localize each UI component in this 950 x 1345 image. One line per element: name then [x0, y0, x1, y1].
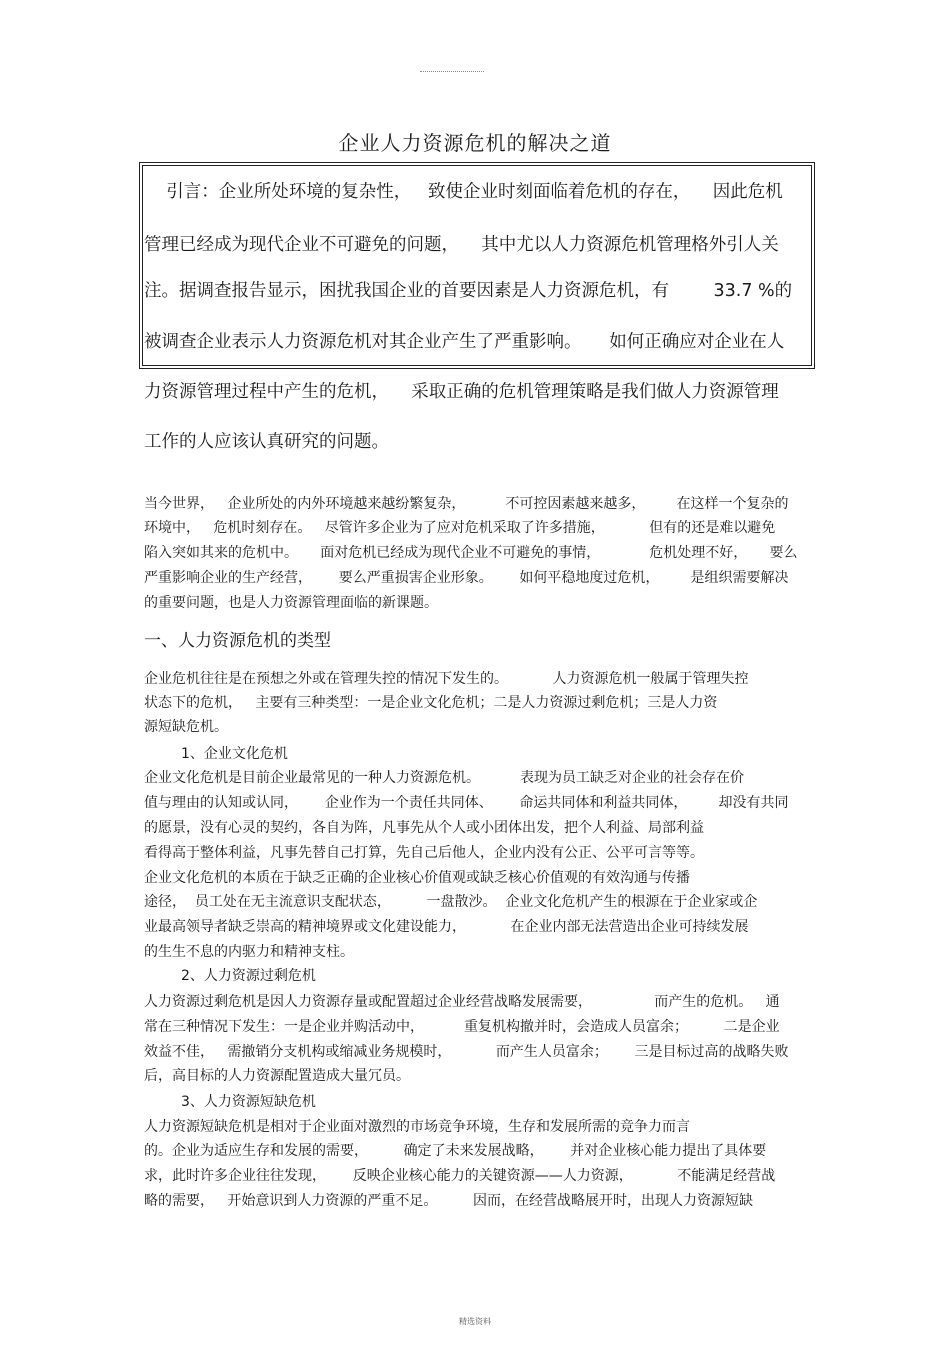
intro-line: 力资源管理过程中产生的危机， 采取正确的危机管理策略是我们做人力资源管理 — [144, 382, 779, 402]
paragraph-line: 途径， 员工处在无主流意识支配状态， 一盘散沙。 企业文化危机产生的根源在于企业家或企 — [144, 894, 758, 910]
paragraph-line: 看得高于整体利益，凡事先替自己打算，先自己后他人，企业内没有公正、公平可言等等。 — [144, 845, 704, 861]
paragraph-line: 陷入突如其来的危机中。 面对危机已经成为现代企业不可避免的事情， 危机处理不好， 要么 — [144, 545, 798, 561]
page-footer: 精选资料 — [459, 1317, 491, 1326]
paragraph-line: 值与理由的认知或认同， 企业作为一个责任共同体、 命运共同体和利益共同体， 却没有共同 — [144, 795, 789, 811]
intro-line: 工作的人应该认真研究的问题。 — [144, 432, 389, 452]
paragraph-line: 人力资源过剩危机是因人力资源存量或配置超过企业经营战略发展需要， 而产生的危机。 通 — [144, 994, 780, 1010]
paragraph-line: 环境中， 危机时刻存在。 尽管许多企业为了应对危机采取了许多措施， 但有的还是难以避免 — [144, 520, 776, 536]
paragraph-line: 后，高目标的人力资源配置造成大量冗员。 — [144, 1068, 410, 1084]
intro-line: 被调查企业表示人力资源危机对其企业产生了严重影响。 如何正确应对企业在人 — [144, 332, 785, 352]
paragraph-line: 业最高领导者缺乏崇高的精神境界或文化建设能力， 在企业内部无法营造出企业可持续发展 — [144, 919, 749, 935]
paragraph-line: 的生生不息的内驱力和精神支柱。 — [144, 944, 354, 960]
header-rule — [420, 71, 484, 72]
paragraph-line: 求，此时许多企业往往发现， 反映企业核心能力的关键资源——人力资源， 不能满足经营战 — [144, 1168, 776, 1184]
subsection-title: 3、人力资源短缺危机 — [181, 1094, 316, 1110]
subsection-title: 1、企业文化危机 — [181, 746, 288, 762]
paragraph-line: 企业文化危机是目前企业最常见的一种人力资源危机。 表现为员工缺乏对企业的社会存在价 — [144, 770, 745, 786]
intro-line: 注。据调查报告显示，困扰我国企业的首要因素是人力资源危机，有 33.7 %的 — [144, 281, 793, 301]
paragraph-line: 严重影响企业的生产经营， 要么严重损害企业形象。 如何平稳地度过危机， 是组织需要解决 — [144, 570, 789, 586]
paragraph-line: 人力资源短缺危机是相对于企业面对激烈的市场竞争环境，生存和发展所需的竞争力而言 — [144, 1119, 690, 1135]
document-title: 企业人力资源危机的解决之道 — [338, 131, 612, 155]
intro-line: 管理已经成为现代企业不可避免的问题， 其中尤以人力资源危机管理格外引人关 — [144, 235, 779, 255]
paragraph-line: 的愿景，没有心灵的契约，各自为阵，凡事先从个人或小团体出发，把个人利益、局部利益 — [144, 820, 704, 836]
paragraph-line: 源短缺危机。 — [144, 719, 228, 735]
paragraph-line: 的。企业为适应生存和发展的需要， 确定了未来发展战略， 并对企业核心能力提出了具体要 — [144, 1143, 767, 1159]
paragraph-line: 效益不佳， 需撤销分支机构或缩减业务规模时， 而产生人员富余； 三是目标过高的战略失败 — [144, 1044, 789, 1060]
paragraph-line: 略的需要， 开始意识到人力资源的严重不足。 因而，在经营战略展开时，出现人力资源短缺 — [144, 1193, 753, 1209]
paragraph-line: 当今世界， 企业所处的内外环境越来越纷繁复杂， 不可控因素越来越多， 在这样一个复杂的 — [144, 496, 789, 512]
paragraph-line: 的重要问题，也是人力资源管理面临的新课题。 — [144, 595, 438, 611]
paragraph-line: 企业文化危机的本质在于缺乏正确的企业核心价值观或缺乏核心价值观的有效沟通与传播 — [144, 870, 690, 886]
paragraph-line: 常在三种情况下发生：一是企业并购活动中， 重复机构撤并时，会造成人员富余； 二是企业 — [144, 1019, 780, 1035]
paragraph-line: 企业危机往往是在预想之外或在管理失控的情况下发生的。 人力资源危机一般属于管理失控 — [144, 671, 749, 687]
intro-line: 引言：企业所处环境的复杂性， 致使企业时刻面临着危机的存在， 因此危机 — [144, 182, 783, 202]
subsection-title: 2、人力资源过剩危机 — [181, 968, 316, 984]
section-heading: 一、人力资源危机的类型 — [144, 631, 331, 651]
paragraph-line: 状态下的危机， 主要有三种类型：一是企业文化危机；二是人力资源过剩危机；三是人力资 — [144, 695, 718, 711]
